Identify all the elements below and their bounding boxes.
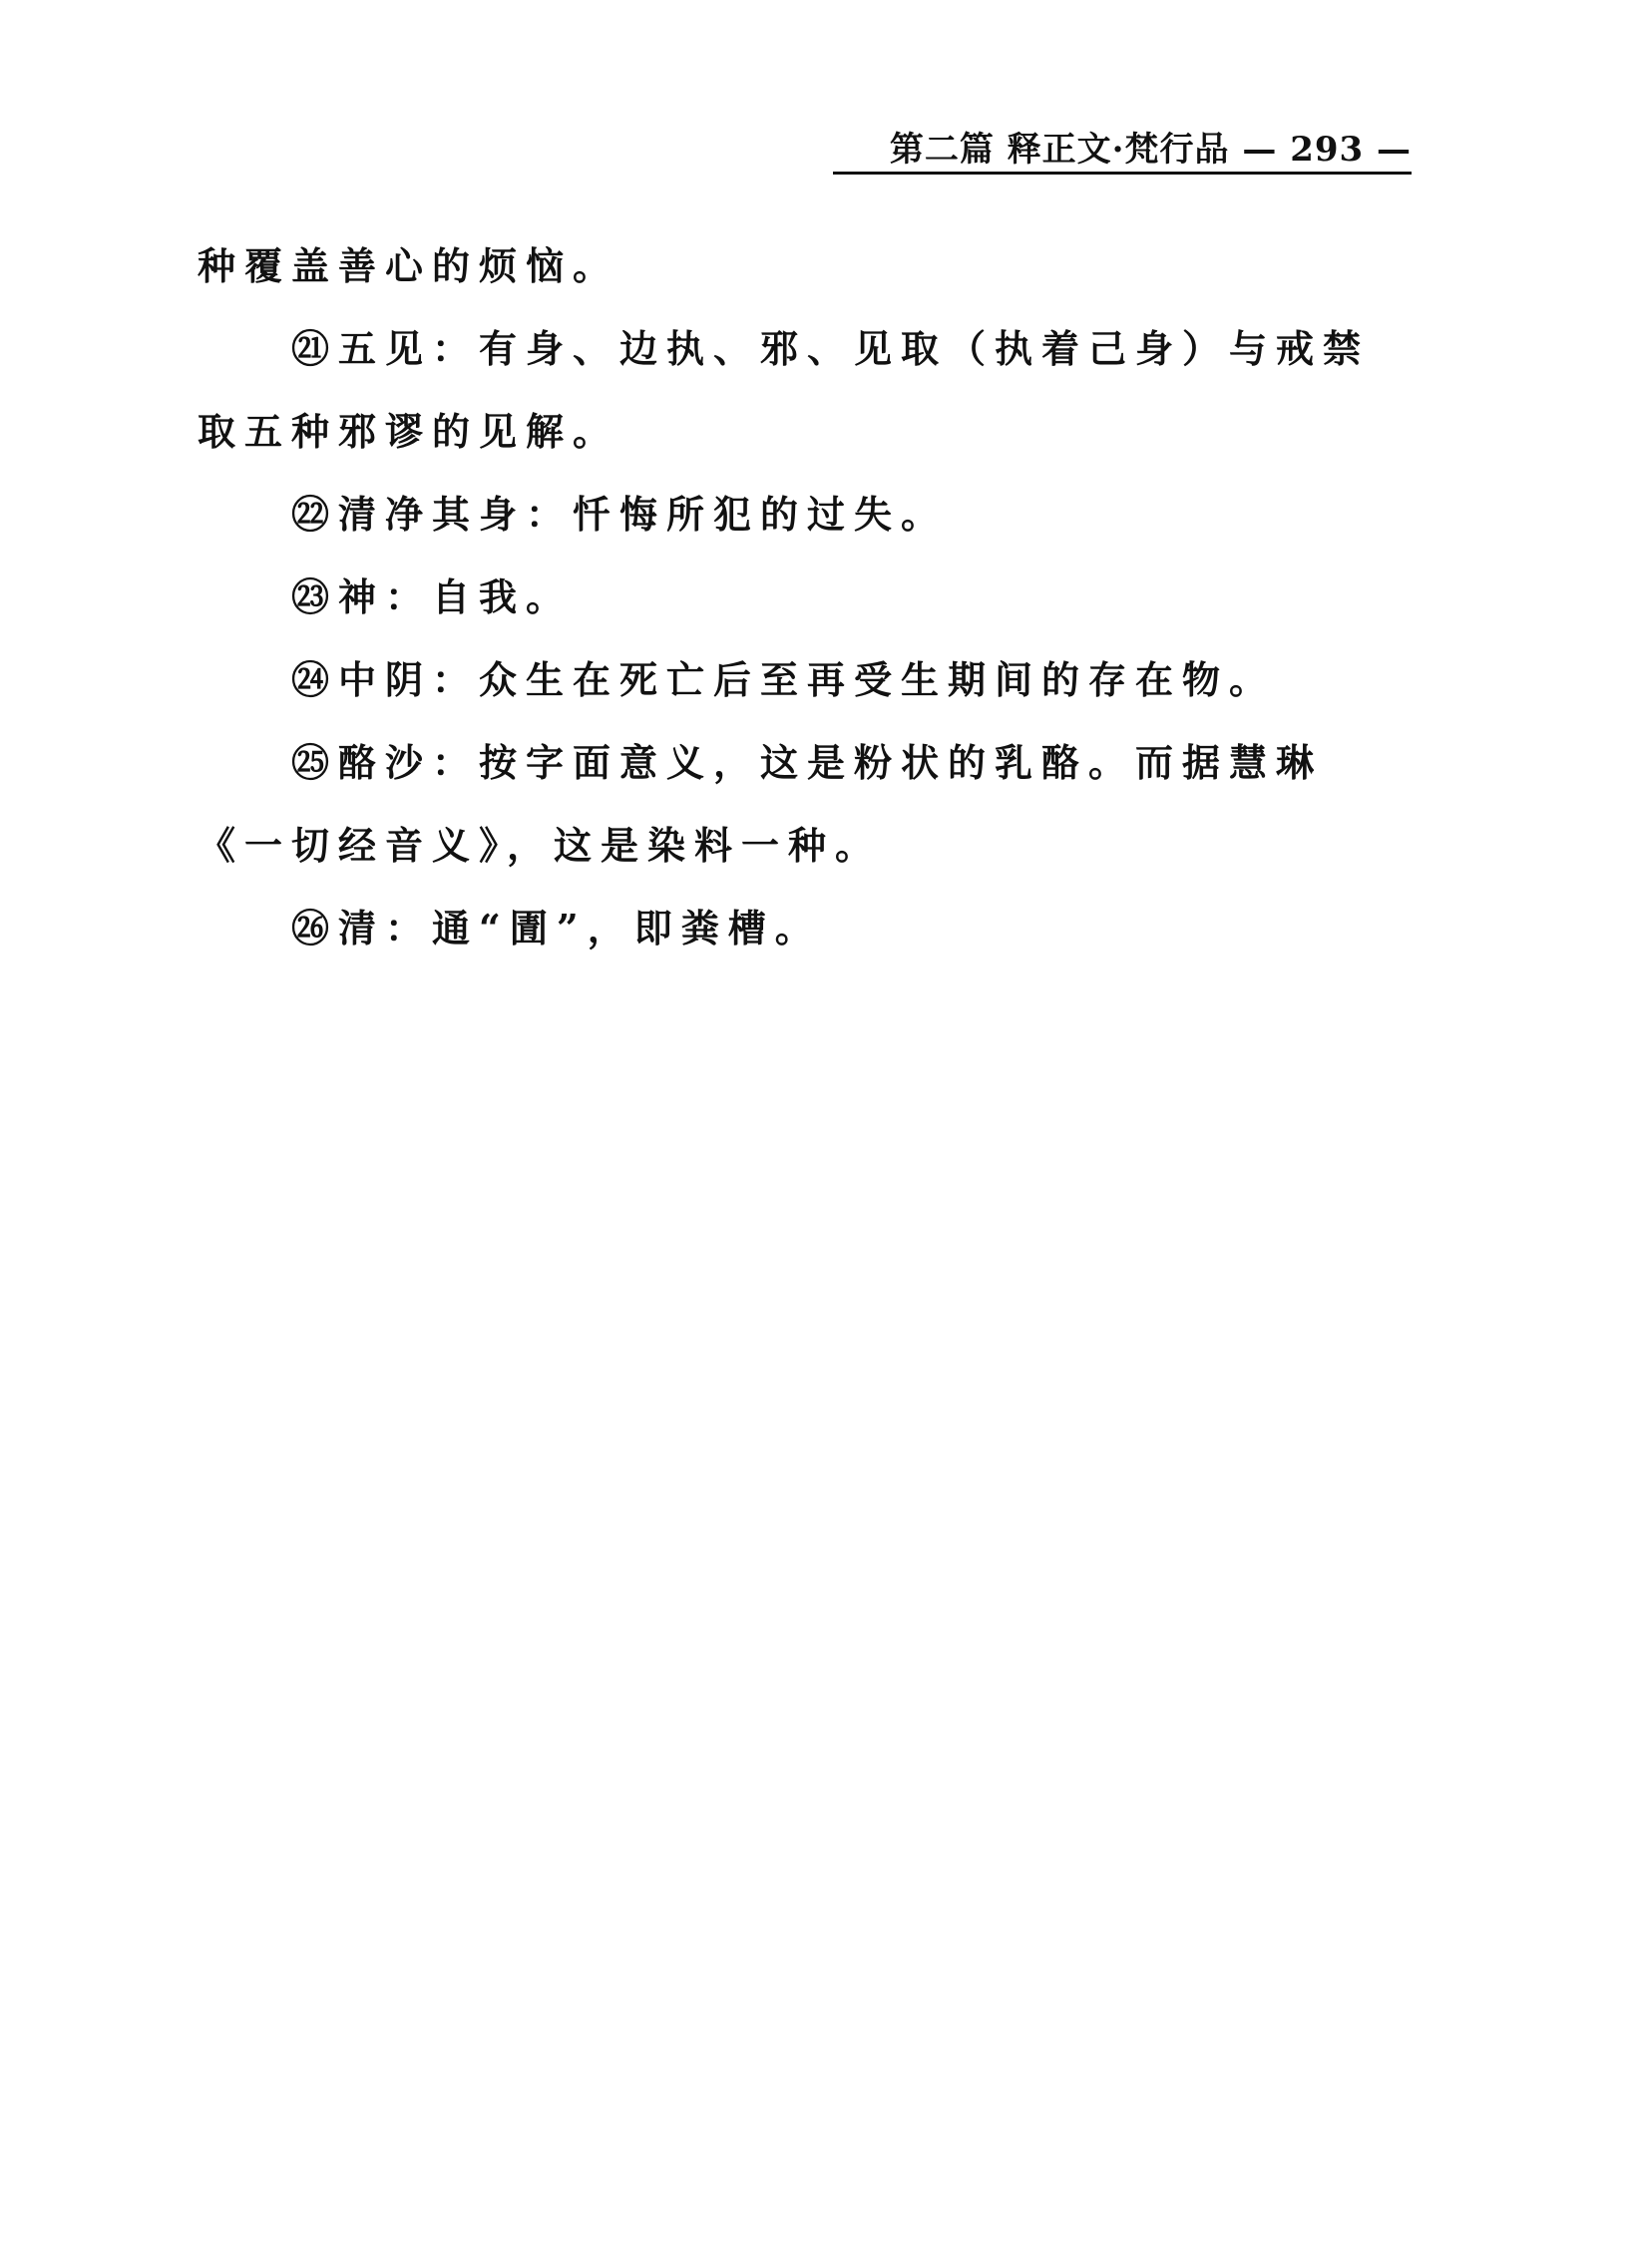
- paragraph-continuation: 种覆盖善心的烦恼。: [198, 243, 620, 288]
- note-25: ㉕酪沙：按字面意义，这是粉状的乳酪。而据慧琳《一切经音义》，这是染料一种。: [198, 740, 1324, 868]
- note-26: ㉖清：通“圊”，即粪槽。: [291, 906, 822, 950]
- note-22: ㉒清净其身：忏悔所犯的过失。: [291, 492, 949, 537]
- header-rule: [833, 172, 1412, 175]
- running-header: 第二篇 释正文·梵行品 — 293 —: [889, 130, 1412, 170]
- note-21: ㉑五见：有身、边执、邪、见取（执着己身）与戒禁取五种邪谬的见解。: [198, 326, 1371, 454]
- footnotes-body: [198, 224, 1413, 969]
- note-24: ㉔中阴：众生在死亡后至再受生期间的存在物。: [291, 657, 1277, 702]
- note-23: ㉓神：自我。: [291, 574, 574, 619]
